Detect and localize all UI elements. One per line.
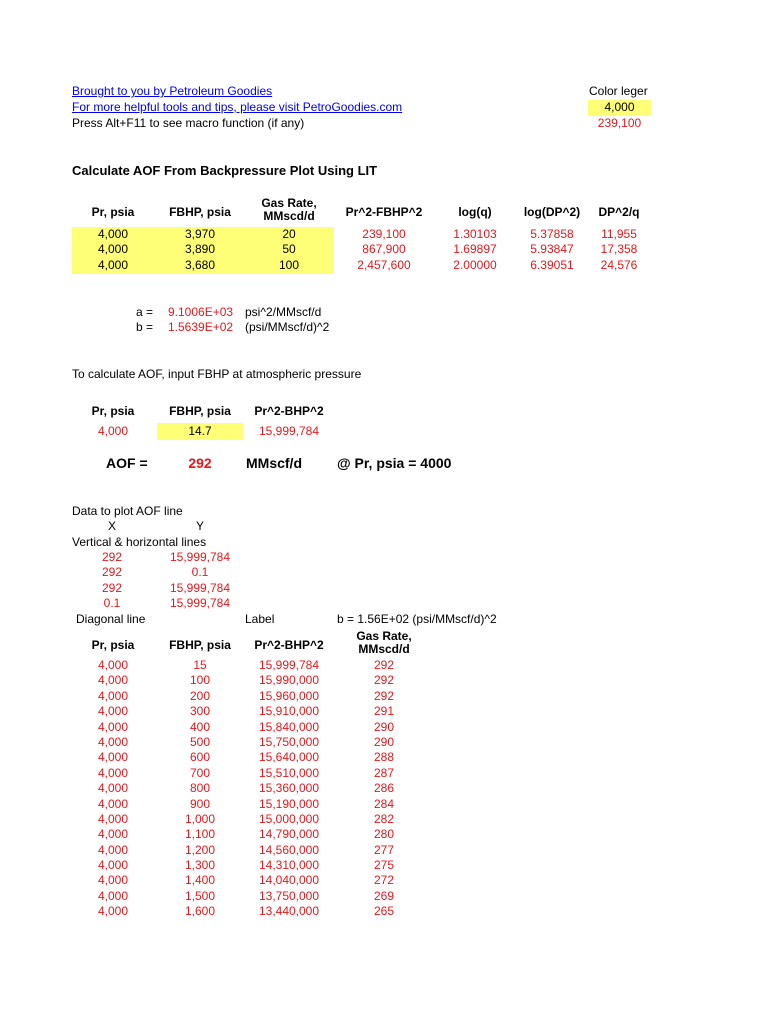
t3-cell: 15,960,000 [258, 688, 320, 703]
t1-col-fbhp [157, 227, 243, 273]
t1-col-pr [72, 227, 154, 273]
t3-cell: 14,310,000 [258, 858, 320, 873]
t1-cell: 6.39051 [530, 257, 574, 272]
t1-cell: 5.93847 [530, 242, 574, 257]
vh-cell: 292 [101, 565, 123, 580]
t2-pr-value: 4,000 [97, 424, 129, 438]
t3-col-dp2 [244, 658, 334, 920]
t3-cell: 292 [373, 673, 395, 688]
t3-cell: 272 [373, 873, 395, 888]
t3-cell: 4,000 [97, 719, 129, 734]
vh-cell: 0.1 [103, 596, 121, 611]
t3-cell: 15,910,000 [258, 704, 320, 719]
t3-cell: 4,000 [97, 858, 129, 873]
t3-cell: 15,990,000 [258, 673, 320, 688]
t3-cell: 292 [373, 658, 395, 672]
t3-col-fbhp [157, 658, 243, 920]
t3-cell: 4,000 [97, 704, 129, 719]
t3-cell: 13,440,000 [258, 904, 320, 919]
t3-cell: 1,000 [184, 811, 216, 826]
t3-cell: 100 [189, 673, 211, 688]
aof-unit: MMscf/d [246, 455, 302, 471]
t3-cell: 1,400 [184, 873, 216, 888]
t1-col-gas-rate [244, 227, 334, 273]
t1-cell: 1.69897 [453, 242, 497, 257]
t1-header-logdp2: log(DP^2) [523, 205, 581, 219]
t3-cell: 15,510,000 [258, 765, 320, 780]
vh-cell: 15,999,784 [169, 550, 231, 564]
t3-cell: 1,200 [184, 842, 216, 857]
t1-header-fbhp: FBHP, psia [169, 205, 231, 219]
t3-cell: 4,000 [97, 688, 129, 703]
t3-cell: 15,640,000 [258, 750, 320, 765]
t3-cell: 4,000 [97, 781, 129, 796]
t3-header-gas-rate: Gas Rate, MMscd/d [356, 629, 412, 656]
t1-cell[interactable]: 3,890 [184, 242, 216, 257]
t1-cell: 2.00000 [453, 257, 497, 272]
coef-a-unit: psi^2/MMscf/d [245, 305, 322, 319]
t3-cell: 4,000 [97, 734, 129, 749]
t3-cell: 4,000 [97, 888, 129, 903]
t2-header-pr: Pr, psia [91, 404, 135, 418]
t1-col-logdp2 [512, 227, 592, 273]
t3-header-dp2: Pr^2-BHP^2 [254, 638, 324, 652]
t2-header-fbhp: FBHP, psia [169, 404, 231, 418]
t3-cell: 287 [373, 765, 395, 780]
t3-cell: 275 [373, 858, 395, 873]
t3-cell: 15,750,000 [258, 734, 320, 749]
t1-cell: 239,100 [362, 227, 406, 241]
vh-lines-title: Vertical & horizontal lines [72, 535, 207, 549]
t3-cell: 291 [373, 704, 395, 719]
t3-cell: 300 [189, 704, 211, 719]
t1-cell: 1.30103 [453, 227, 497, 241]
t1-cell: 2,457,600 [357, 257, 411, 272]
t3-cell: 1,600 [184, 904, 216, 919]
plot-x-label: X [107, 519, 116, 533]
t3-cell: 15,360,000 [258, 781, 320, 796]
t3-cell: 4,000 [97, 750, 129, 765]
t1-cell[interactable]: 100 [278, 257, 300, 272]
t3-cell: 4,000 [97, 673, 129, 688]
t3-cell: 4,000 [97, 827, 129, 842]
fbhp-atm-input[interactable]: 14.7 [188, 424, 212, 438]
t3-cell: 290 [373, 719, 395, 734]
vh-cell: 15,999,784 [169, 580, 231, 595]
t2-header-dp2: Pr^2-BHP^2 [254, 404, 324, 418]
t3-cell: 269 [373, 888, 395, 903]
t3-cell: 4,000 [97, 811, 129, 826]
t3-cell: 15,000,000 [258, 811, 320, 826]
legend-input-value: 4,000 [604, 100, 635, 114]
t3-cell: 4,000 [97, 873, 129, 888]
t3-cell: 4,000 [97, 765, 129, 780]
vh-col-y [158, 550, 242, 612]
t1-col-dp2 [336, 227, 432, 273]
t3-cell: 284 [373, 796, 395, 811]
t3-cell: 1,500 [184, 888, 216, 903]
b-coefficient-note: b = 1.56E+02 (psi/MMscf/d)^2 [337, 612, 497, 626]
t1-cell[interactable]: 3,680 [184, 257, 216, 272]
t3-cell: 4,000 [97, 796, 129, 811]
t1-cell[interactable]: 50 [282, 242, 296, 257]
t1-col-logq [435, 227, 515, 273]
aof-instruction: To calculate AOF, input FBHP at atmospheric pressure [72, 367, 362, 381]
coef-b-label: b = [136, 320, 154, 334]
t1-header-logq: log(q) [458, 205, 492, 219]
t1-cell[interactable]: 20 [282, 227, 296, 241]
t1-cell[interactable]: 4,000 [97, 227, 129, 241]
petrogoodies-website-link[interactable]: For more helpful tools and tips, please visit PetroGoodies.com [72, 100, 403, 114]
t3-cell: 200 [189, 688, 211, 703]
t1-col-dp2q [589, 227, 649, 273]
t1-header-dp2q: DP^2/q [598, 205, 640, 219]
t3-cell: 800 [189, 781, 211, 796]
t3-cell: 1,100 [184, 827, 216, 842]
t3-cell: 14,790,000 [258, 827, 320, 842]
t3-cell: 500 [189, 734, 211, 749]
coef-b-unit: (psi/MMscf/d)^2 [245, 320, 330, 334]
t1-cell: 867,900 [362, 242, 406, 257]
t1-cell: 5.37858 [530, 227, 574, 241]
t3-cell: 288 [373, 750, 395, 765]
t1-cell: 11,955 [601, 227, 637, 241]
t3-cell: 280 [373, 827, 395, 842]
vh-cell: 0.1 [191, 565, 209, 580]
coef-a-label: a = [136, 305, 154, 319]
t3-cell: 286 [373, 781, 395, 796]
t3-cell: 15,190,000 [258, 796, 320, 811]
t1-header-dp2: Pr^2-FBHP^2 [345, 205, 423, 219]
legend-output-value: 239,100 [597, 116, 642, 130]
t3-cell: 14,040,000 [258, 873, 320, 888]
page-title: Calculate AOF From Backpressure Plot Using LIT [72, 163, 378, 178]
t3-cell: 277 [373, 842, 395, 857]
aof-label: AOF = [106, 455, 148, 471]
t3-col-gas-rate [338, 658, 430, 920]
t1-cell: 17,358 [600, 242, 638, 257]
t3-cell: 4,000 [97, 658, 129, 672]
t1-header-gas-rate: Gas Rate, MMscd/d [261, 196, 317, 223]
t3-cell: 15,840,000 [258, 719, 320, 734]
t1-cell[interactable]: 4,000 [97, 257, 129, 272]
aof-value: 292 [188, 455, 212, 471]
t3-cell: 1,300 [184, 858, 216, 873]
t3-cell: 15 [193, 658, 207, 672]
t1-cell[interactable]: 4,000 [97, 242, 129, 257]
t3-cell: 282 [373, 811, 395, 826]
vh-cell: 292 [101, 550, 123, 564]
t1-header-pr: Pr, psia [91, 205, 135, 219]
t3-cell: 900 [189, 796, 211, 811]
coef-b-value: 1.5639E+02 [168, 320, 234, 334]
t3-cell: 600 [189, 750, 211, 765]
petroleum-goodies-link[interactable]: Brought to you by Petroleum Goodies [72, 84, 273, 98]
t3-cell: 4,000 [97, 904, 129, 919]
t3-cell: 15,999,784 [258, 658, 320, 672]
diagonal-line-label: Diagonal line [76, 612, 146, 626]
t3-cell: 4,000 [97, 842, 129, 857]
vh-cell: 292 [101, 580, 123, 595]
macro-note: Press Alt+F11 to see macro function (if any) [72, 116, 305, 130]
vh-cell: 15,999,784 [169, 596, 231, 611]
t3-cell: 265 [373, 904, 395, 919]
t3-header-fbhp: FBHP, psia [169, 638, 231, 652]
t3-cell: 400 [189, 719, 211, 734]
t3-cell: 290 [373, 734, 395, 749]
plot-y-label: Y [195, 519, 204, 533]
plot-data-title: Data to plot AOF line [72, 504, 183, 518]
t2-dp2-value: 15,999,784 [258, 424, 320, 438]
t3-cell: 700 [189, 765, 211, 780]
aof-pressure-note: @ Pr, psia = 4000 [337, 455, 452, 471]
t3-cell: 13,750,000 [258, 888, 320, 903]
label-label: Label [245, 612, 275, 626]
t3-cell: 14,560,000 [258, 842, 320, 857]
t3-col-pr [72, 658, 154, 920]
vh-col-x [72, 550, 152, 612]
t3-header-pr: Pr, psia [91, 638, 135, 652]
t3-cell: 292 [373, 688, 395, 703]
t1-cell[interactable]: 3,970 [184, 227, 216, 241]
t1-cell: 24,576 [600, 257, 638, 272]
coef-a-value: 9.1006E+03 [168, 305, 234, 319]
color-legend-title: Color leger [589, 84, 648, 98]
